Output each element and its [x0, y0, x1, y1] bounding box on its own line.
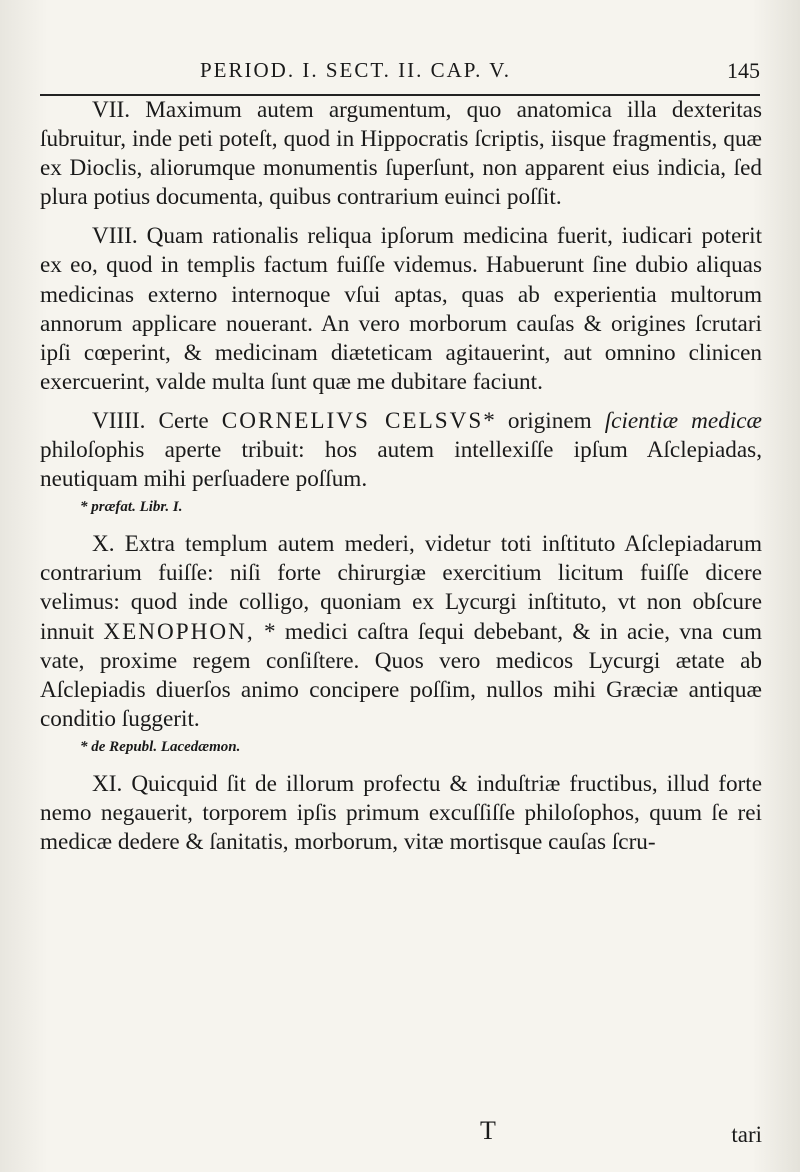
paragraph-text: Quam rationalis reliqua ipſorum medicina fuerit, iudicari poterit ex eo, quod in templis factum fuiſſe videmus. Habuerunt ſine dubio aliquas medicinas externo internoque vſui aptas, quas ab experientia multorum annorum applicare nouerant. An vero morborum cauſas & origines ſcrutari ipſi cœperint, & medicinam diæteticam agitauerint, aut omnino clinicen exercuerint, valde multa ſunt quæ me dubitare faciunt. — [40, 223, 763, 395]
paragraph-number: X. — [92, 531, 115, 558]
paragraph-text: Quicquid ſit de illorum profectu & induſtriæ fructibus, illud forte nemo negauerit, torporem ipſis primum excuſſiſſe philoſophos, quum ſe rei medicæ dedere & ſanitatis, morborum, vitæ mortisque cauſas ſcru- — [40, 770, 763, 856]
signature-mark: T — [480, 1116, 496, 1145]
paragraph-number: VIIII. — [92, 407, 146, 434]
page-header — [40, 58, 760, 94]
paragraph-xi — [40, 770, 762, 857]
paragraph-viii — [40, 222, 762, 397]
author-name: CORNELIVS CELSVS — [221, 407, 484, 434]
footnote: * præfat. Libr. I. — [80, 499, 183, 516]
running-title: PERIOD. I. SECT. II. CAP. V. — [200, 58, 511, 82]
page-number: 145 — [727, 58, 760, 83]
paragraph-viiii — [40, 407, 762, 494]
paragraph-vii — [40, 96, 762, 212]
paragraph-x — [40, 530, 762, 734]
footnote: * de Republ. Lacedæmon. — [80, 738, 241, 755]
page-footer — [40, 1116, 762, 1156]
paragraph-number: XI. — [92, 770, 123, 797]
paragraph-text-start: Extra templum autem mederi, videtur toti inſtituto Aſclepiadarum contrarium fuiſſe: niſi forte chirurgiæ exercitium licitum fuiſſe dicere velimus: quod inde colligo, quoniam ex Lycurgi inſtituto, vt non obſcure innuit — [40, 531, 763, 645]
paragraph-text-end: philoſophis aperte tribuit: hos autem intellexiſſe ipſum Aſclepiadas, neutiquam mihi perſuadere poſſum. — [40, 437, 762, 493]
paragraph-text-start: Certe — [158, 407, 209, 434]
paragraph-number: VII. — [92, 97, 130, 123]
paragraph-text: Maximum autem argumentum, quo anatomica illa dexteritas ſubruitur, inde peti poteſt, quod in Hippocratis ſcriptis, iisque fragmentis, quæ ex Dioclis, aliorumque monumentis ſuperſunt, non apparent eius indicia, ſed plura potius documenta, quibus contrarium euinci poſſit. — [40, 97, 763, 211]
page-body — [40, 96, 762, 867]
paragraph-number: VIII. — [92, 223, 138, 250]
paragraph-text-end: * medici caſtra ſequi debebant, & in acie, vna cum vate, proxime regem conſiſtere. Quos vero medicos Lycurgi ætate ab Aſclepiadis diuerſos animo concipere poſſim, nullos mihi Græciæ antiquæ conditio ſuggerit. — [40, 618, 763, 732]
italic-phrase: ſcientiæ medicæ — [604, 407, 763, 434]
paragraph-text-mid: * originem — [483, 407, 592, 434]
catchword: tari — [731, 1122, 762, 1147]
author-name: XENOPHON, — [103, 618, 255, 645]
